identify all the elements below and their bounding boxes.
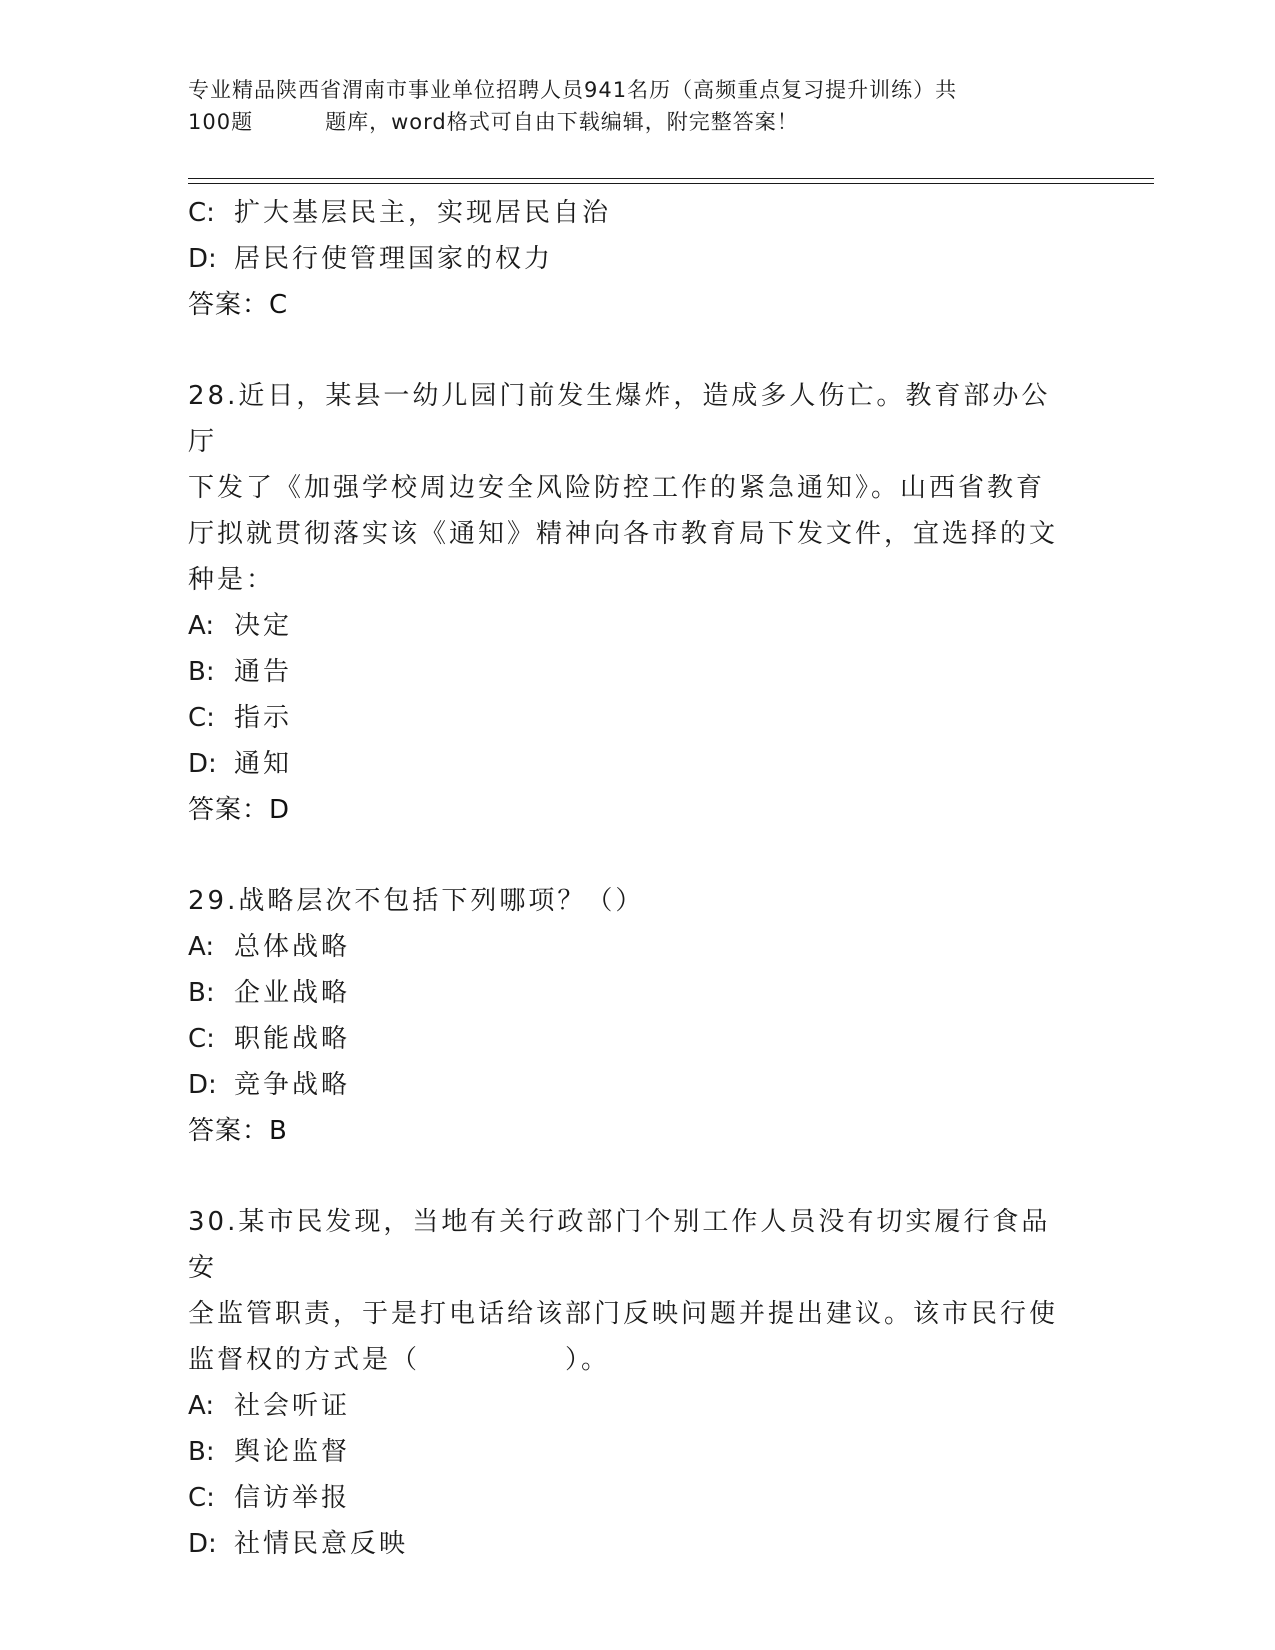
option-c: C: 职能战略 xyxy=(188,1024,351,1054)
header-rule-top xyxy=(188,178,1154,179)
document-header xyxy=(188,74,1068,138)
answer: 答案：B xyxy=(188,1116,288,1146)
header-title-line2 xyxy=(188,106,1068,138)
header-rule-bottom xyxy=(188,183,1154,184)
option-d: D: 居民行使管理国家的权力 xyxy=(188,244,554,274)
question-30 xyxy=(188,1199,1088,1567)
option-a: A: 决定 xyxy=(188,611,293,641)
question-29 xyxy=(188,878,1088,1154)
answer: 答案：C xyxy=(188,290,289,320)
header-subtitle: 题库，word格式可自由下载编辑，附完整答案！ xyxy=(325,110,799,134)
question-text: 28.近日，某县一幼儿园门前发生爆炸，造成多人伤亡。教育部办公厅 下发了《加强学校周边安全风险防控工作的紧急通知》。山西省教育 厅拟就贯彻落实该《通知》精神向各市教育局下发文件，宜选择的文 种是： xyxy=(188,381,1059,595)
header-title-line1: 专业精品陕西省渭南市事业单位招聘人员941名历（高频重点复习提升训练）共 xyxy=(188,78,958,102)
option-c: C: 指示 xyxy=(188,703,293,733)
option-d: D: 通知 xyxy=(188,749,293,779)
question-text: 30.某市民发现，当地有关行政部门个别工作人员没有切实履行食品安 全监管职责，于是打电话给该部门反映问题并提出建议。该市民行使 监督权的方式是（ ）。 xyxy=(188,1207,1059,1375)
document-body xyxy=(188,190,1088,1567)
option-b: B: 通告 xyxy=(188,657,293,687)
answer: 答案：D xyxy=(188,795,291,825)
option-c: C: 信访举报 xyxy=(188,1483,351,1513)
option-a: A: 社会听证 xyxy=(188,1391,351,1421)
option-d: D: 竞争战略 xyxy=(188,1070,351,1100)
option-a: A: 总体战略 xyxy=(188,932,351,962)
question-text: 29.战略层次不包括下列哪项？（） xyxy=(188,886,645,916)
option-d: D: 社情民意反映 xyxy=(188,1529,409,1559)
option-c: C: 扩大基层民主，实现居民自治 xyxy=(188,198,612,228)
question-27-continuation xyxy=(188,190,1088,328)
header-question-count: 100题 xyxy=(188,110,254,134)
option-b: B: 企业战略 xyxy=(188,978,351,1008)
option-b: B: 舆论监督 xyxy=(188,1437,351,1467)
question-28 xyxy=(188,373,1088,833)
